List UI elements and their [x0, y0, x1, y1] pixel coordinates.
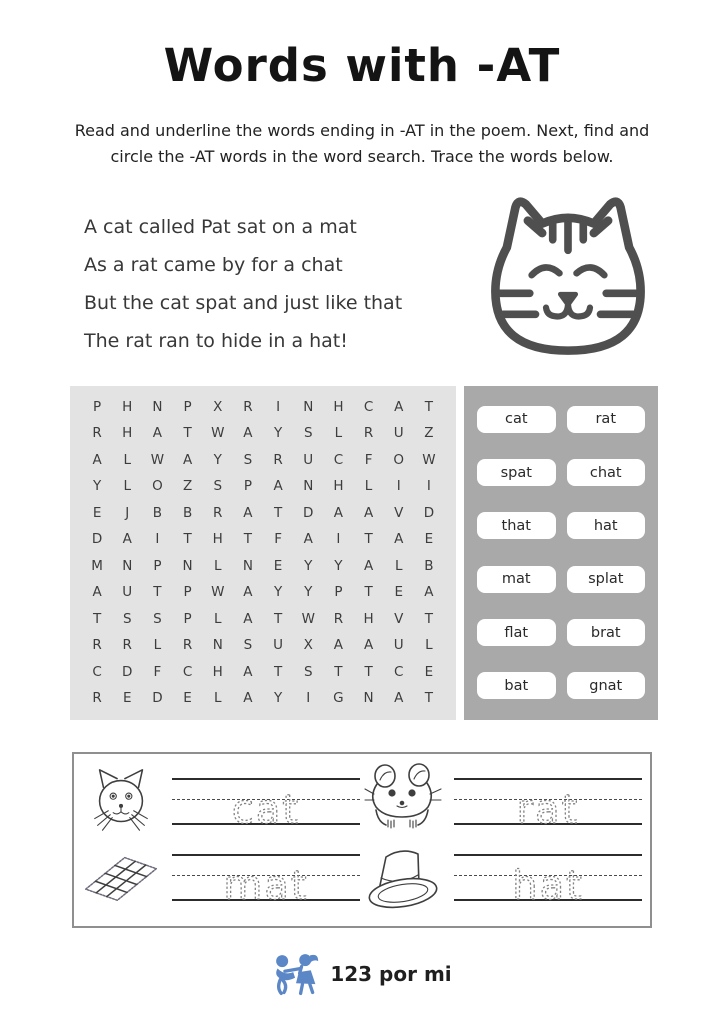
- brand-text: 123 por mi: [330, 961, 452, 986]
- word-search-letter: A: [303, 531, 313, 548]
- word-search-letter: L: [213, 557, 222, 574]
- word-pill-slot: [477, 446, 556, 499]
- word-search-letter: A: [243, 690, 253, 707]
- word-search-letter: W: [211, 584, 225, 601]
- word-pill-slot: [567, 659, 646, 712]
- word-search-letter: Y: [304, 584, 313, 601]
- word-search-letter: S: [243, 451, 253, 468]
- word-search-letter: N: [303, 398, 314, 415]
- word-search-letter: D: [91, 531, 103, 548]
- word-search-letter: T: [273, 504, 283, 521]
- word-search-letter: R: [363, 425, 374, 442]
- word-pill-slot: [477, 606, 556, 659]
- word-search-letter: F: [274, 531, 282, 548]
- word-search-letter: W: [301, 610, 315, 627]
- word-search-letter: T: [334, 663, 343, 680]
- word-search-letter: N: [242, 557, 253, 574]
- word-search-letter: H: [333, 478, 344, 495]
- word-search-letter: P: [183, 398, 192, 415]
- word-pill: splat: [567, 566, 646, 593]
- word-search-letter: A: [243, 610, 253, 627]
- word-pill: cat: [477, 406, 556, 433]
- word-search-letter: S: [303, 425, 313, 442]
- word-pill-slot: [477, 553, 556, 606]
- trace-cell-mat: [80, 840, 362, 916]
- page-title: Words with -AT: [163, 39, 561, 92]
- word-pill: chat: [567, 459, 646, 486]
- word-search-letter: L: [123, 478, 131, 495]
- word-pill-slot: [477, 659, 556, 712]
- word-search-letter: I: [396, 478, 401, 495]
- word-search-letter: A: [333, 504, 344, 521]
- word-search-letter: H: [122, 398, 133, 415]
- word-list-panel: [464, 386, 658, 720]
- trace-lines-rat: [454, 778, 642, 834]
- word-search-letter: U: [393, 637, 404, 654]
- word-search-letter: C: [363, 398, 374, 415]
- poem-line: As a rat came by for a chat: [84, 253, 343, 276]
- word-search-letter: F: [153, 663, 162, 680]
- word-search-letter: W: [150, 451, 165, 468]
- word-search-letter: B: [152, 504, 163, 521]
- trace-word-rat: rat: [516, 787, 580, 834]
- hat-sketch-icon: [364, 840, 442, 916]
- poem-line: But the cat spat and just like that: [84, 291, 403, 314]
- word-search-letter: A: [243, 584, 253, 601]
- word-search-letter: A: [394, 690, 404, 707]
- word-search-letter: Y: [334, 557, 343, 574]
- word-search-letter: A: [243, 504, 253, 521]
- trace-lines-hat: [454, 854, 642, 910]
- word-search-letter: C: [92, 663, 102, 680]
- word-search-letter: R: [182, 637, 193, 654]
- word-search-letter: S: [213, 478, 223, 495]
- word-search-letter: I: [306, 690, 311, 707]
- word-search-letter: O: [393, 451, 405, 468]
- trace-word-cat: cat: [231, 787, 301, 834]
- word-search-letter: U: [303, 451, 314, 468]
- word-search-letter: A: [363, 504, 374, 521]
- word-pill: that: [477, 512, 556, 539]
- word-search-letter: O: [152, 478, 163, 495]
- word-pill: bat: [477, 672, 556, 699]
- word-pill-slot: [477, 393, 556, 446]
- word-search-letter: R: [92, 425, 102, 442]
- word-search-letter: T: [183, 531, 192, 548]
- word-search-letter: W: [422, 451, 436, 468]
- word-search-letter: C: [394, 663, 404, 680]
- word-search-letter: U: [393, 425, 404, 442]
- trace-cell-hat: [362, 840, 644, 916]
- word-search-letter: R: [243, 398, 253, 415]
- word-search-letter: Y: [273, 690, 283, 707]
- word-pill: rat: [567, 406, 646, 433]
- word-search-letter: L: [334, 425, 343, 442]
- word-search-letter: W: [211, 425, 225, 442]
- word-search-letter: E: [424, 531, 434, 548]
- word-search-letter: H: [363, 610, 374, 627]
- word-search-letter: R: [213, 504, 223, 521]
- poem-section: [84, 192, 654, 364]
- footer-brand: [0, 952, 724, 996]
- word-search-letter: A: [243, 425, 253, 442]
- tracing-section: [72, 752, 652, 928]
- mouse-sketch-icon: [364, 764, 442, 840]
- word-search-letter: A: [363, 637, 374, 654]
- instructions-text: Read and underline the words ending in -AT in the poem. Next, find and circle the -AT words in the word search. Trace the words below.: [74, 120, 650, 166]
- word-search-letter: L: [153, 637, 162, 654]
- poem-line: The rat ran to hide in a hat!: [84, 329, 348, 352]
- word-search-grid: [82, 394, 444, 712]
- word-search-letter: L: [213, 690, 222, 707]
- word-search-letter: I: [336, 531, 341, 548]
- word-search-panel: [70, 386, 456, 720]
- word-search-letter: X: [303, 637, 313, 654]
- word-search-letter: N: [122, 557, 133, 574]
- word-search-letter: A: [394, 398, 404, 415]
- cat-sketch-icon: [82, 764, 160, 840]
- word-search-letter: B: [424, 557, 434, 574]
- word-search-letter: T: [364, 663, 373, 680]
- word-search-letter: A: [424, 584, 434, 601]
- trace-lines-cat: [172, 778, 360, 834]
- dancing-kids-icon: [272, 952, 320, 996]
- word-search-section: [70, 386, 724, 720]
- word-search-letter: A: [273, 478, 283, 495]
- word-search-letter: E: [424, 663, 434, 680]
- word-search-letter: S: [153, 610, 162, 627]
- word-search-letter: U: [273, 637, 284, 654]
- word-search-letter: U: [122, 584, 133, 601]
- word-search-letter: E: [394, 584, 403, 601]
- word-pill: brat: [567, 619, 646, 646]
- word-search-letter: E: [92, 504, 102, 521]
- trace-cell-rat: [362, 764, 644, 840]
- word-search-letter: V: [394, 610, 404, 627]
- word-pill-slot: [477, 499, 556, 552]
- word-search-letter: T: [364, 584, 373, 601]
- word-search-letter: T: [364, 531, 373, 548]
- word-search-letter: E: [273, 557, 283, 574]
- smiling-cat-face-icon: [482, 192, 654, 364]
- word-search-letter: H: [212, 531, 223, 548]
- word-search-letter: A: [152, 425, 163, 442]
- word-search-letter: H: [122, 425, 133, 442]
- word-pill: flat: [477, 619, 556, 646]
- word-search-letter: T: [273, 663, 283, 680]
- word-search-letter: B: [182, 504, 193, 521]
- word-search-letter: L: [425, 637, 433, 654]
- word-pill-slot: [567, 393, 646, 446]
- word-search-letter: T: [273, 610, 283, 627]
- word-search-letter: Y: [304, 557, 313, 574]
- word-search-letter: L: [394, 557, 403, 574]
- word-search-letter: C: [333, 451, 344, 468]
- word-search-letter: C: [182, 663, 193, 680]
- word-search-letter: Z: [182, 478, 193, 495]
- word-list: [477, 393, 645, 713]
- word-search-letter: T: [243, 531, 253, 548]
- word-search-letter: R: [273, 451, 283, 468]
- word-search-letter: N: [363, 690, 374, 707]
- word-search-letter: R: [92, 637, 102, 654]
- word-search-letter: Y: [213, 451, 222, 468]
- word-search-letter: N: [212, 637, 223, 654]
- word-search-letter: P: [183, 584, 192, 601]
- word-search-letter: E: [183, 690, 192, 707]
- word-search-letter: Y: [273, 425, 283, 442]
- word-pill: gnat: [567, 672, 646, 699]
- poem-line: A cat called Pat sat on a mat: [84, 215, 357, 238]
- word-search-letter: S: [243, 637, 253, 654]
- word-search-letter: A: [122, 531, 132, 548]
- word-search-letter: A: [363, 557, 374, 574]
- trace-word-mat: mat: [223, 863, 309, 910]
- word-search-letter: N: [303, 478, 314, 495]
- word-search-letter: M: [91, 557, 103, 574]
- word-search-letter: T: [153, 584, 162, 601]
- word-pill-slot: [567, 553, 646, 606]
- word-pill-slot: [567, 606, 646, 659]
- word-search-letter: R: [333, 610, 344, 627]
- word-search-letter: A: [92, 451, 102, 468]
- word-search-letter: H: [333, 398, 344, 415]
- word-search-letter: A: [243, 663, 253, 680]
- word-search-letter: P: [93, 398, 102, 415]
- word-search-letter: P: [334, 584, 343, 601]
- word-search-letter: D: [122, 663, 133, 680]
- word-search-letter: Z: [424, 425, 434, 442]
- word-search-letter: E: [122, 690, 132, 707]
- word-search-letter: T: [92, 610, 102, 627]
- word-search-letter: A: [182, 451, 193, 468]
- word-pill-slot: [567, 499, 646, 552]
- word-search-letter: I: [155, 531, 160, 548]
- word-search-letter: S: [122, 610, 132, 627]
- word-search-letter: J: [125, 504, 130, 521]
- trace-cell-cat: [80, 764, 362, 840]
- word-search-letter: F: [364, 451, 373, 468]
- word-search-letter: R: [122, 637, 132, 654]
- word-search-letter: Y: [92, 478, 102, 495]
- word-search-letter: S: [303, 663, 313, 680]
- word-search-letter: G: [333, 690, 344, 707]
- word-search-letter: H: [212, 663, 223, 680]
- word-search-letter: P: [153, 557, 162, 574]
- word-pill-slot: [567, 446, 646, 499]
- trace-lines-mat: [172, 854, 360, 910]
- word-search-letter: L: [364, 478, 373, 495]
- mat-sketch-icon: [82, 840, 160, 916]
- word-search-letter: D: [303, 504, 314, 521]
- word-search-letter: A: [92, 584, 102, 601]
- word-search-letter: I: [426, 478, 431, 495]
- word-search-letter: A: [333, 637, 344, 654]
- word-search-letter: P: [183, 610, 192, 627]
- word-search-letter: A: [394, 531, 404, 548]
- word-search-letter: T: [424, 398, 434, 415]
- word-search-letter: L: [123, 451, 131, 468]
- word-search-letter: R: [92, 690, 102, 707]
- word-search-letter: N: [182, 557, 193, 574]
- word-search-letter: T: [183, 425, 192, 442]
- word-search-letter: Y: [273, 584, 283, 601]
- word-pill: spat: [477, 459, 556, 486]
- word-search-letter: P: [243, 478, 252, 495]
- word-search-letter: X: [213, 398, 223, 415]
- word-search-letter: I: [276, 398, 281, 415]
- word-search-letter: N: [152, 398, 163, 415]
- word-search-letter: T: [424, 690, 434, 707]
- word-search-letter: L: [213, 610, 222, 627]
- word-pill: hat: [567, 512, 646, 539]
- word-search-letter: T: [424, 610, 434, 627]
- word-search-letter: D: [152, 690, 163, 707]
- trace-word-hat: hat: [512, 863, 584, 910]
- word-search-letter: V: [394, 504, 404, 521]
- word-search-letter: D: [423, 504, 435, 521]
- word-pill: mat: [477, 566, 556, 593]
- poem: [84, 192, 470, 360]
